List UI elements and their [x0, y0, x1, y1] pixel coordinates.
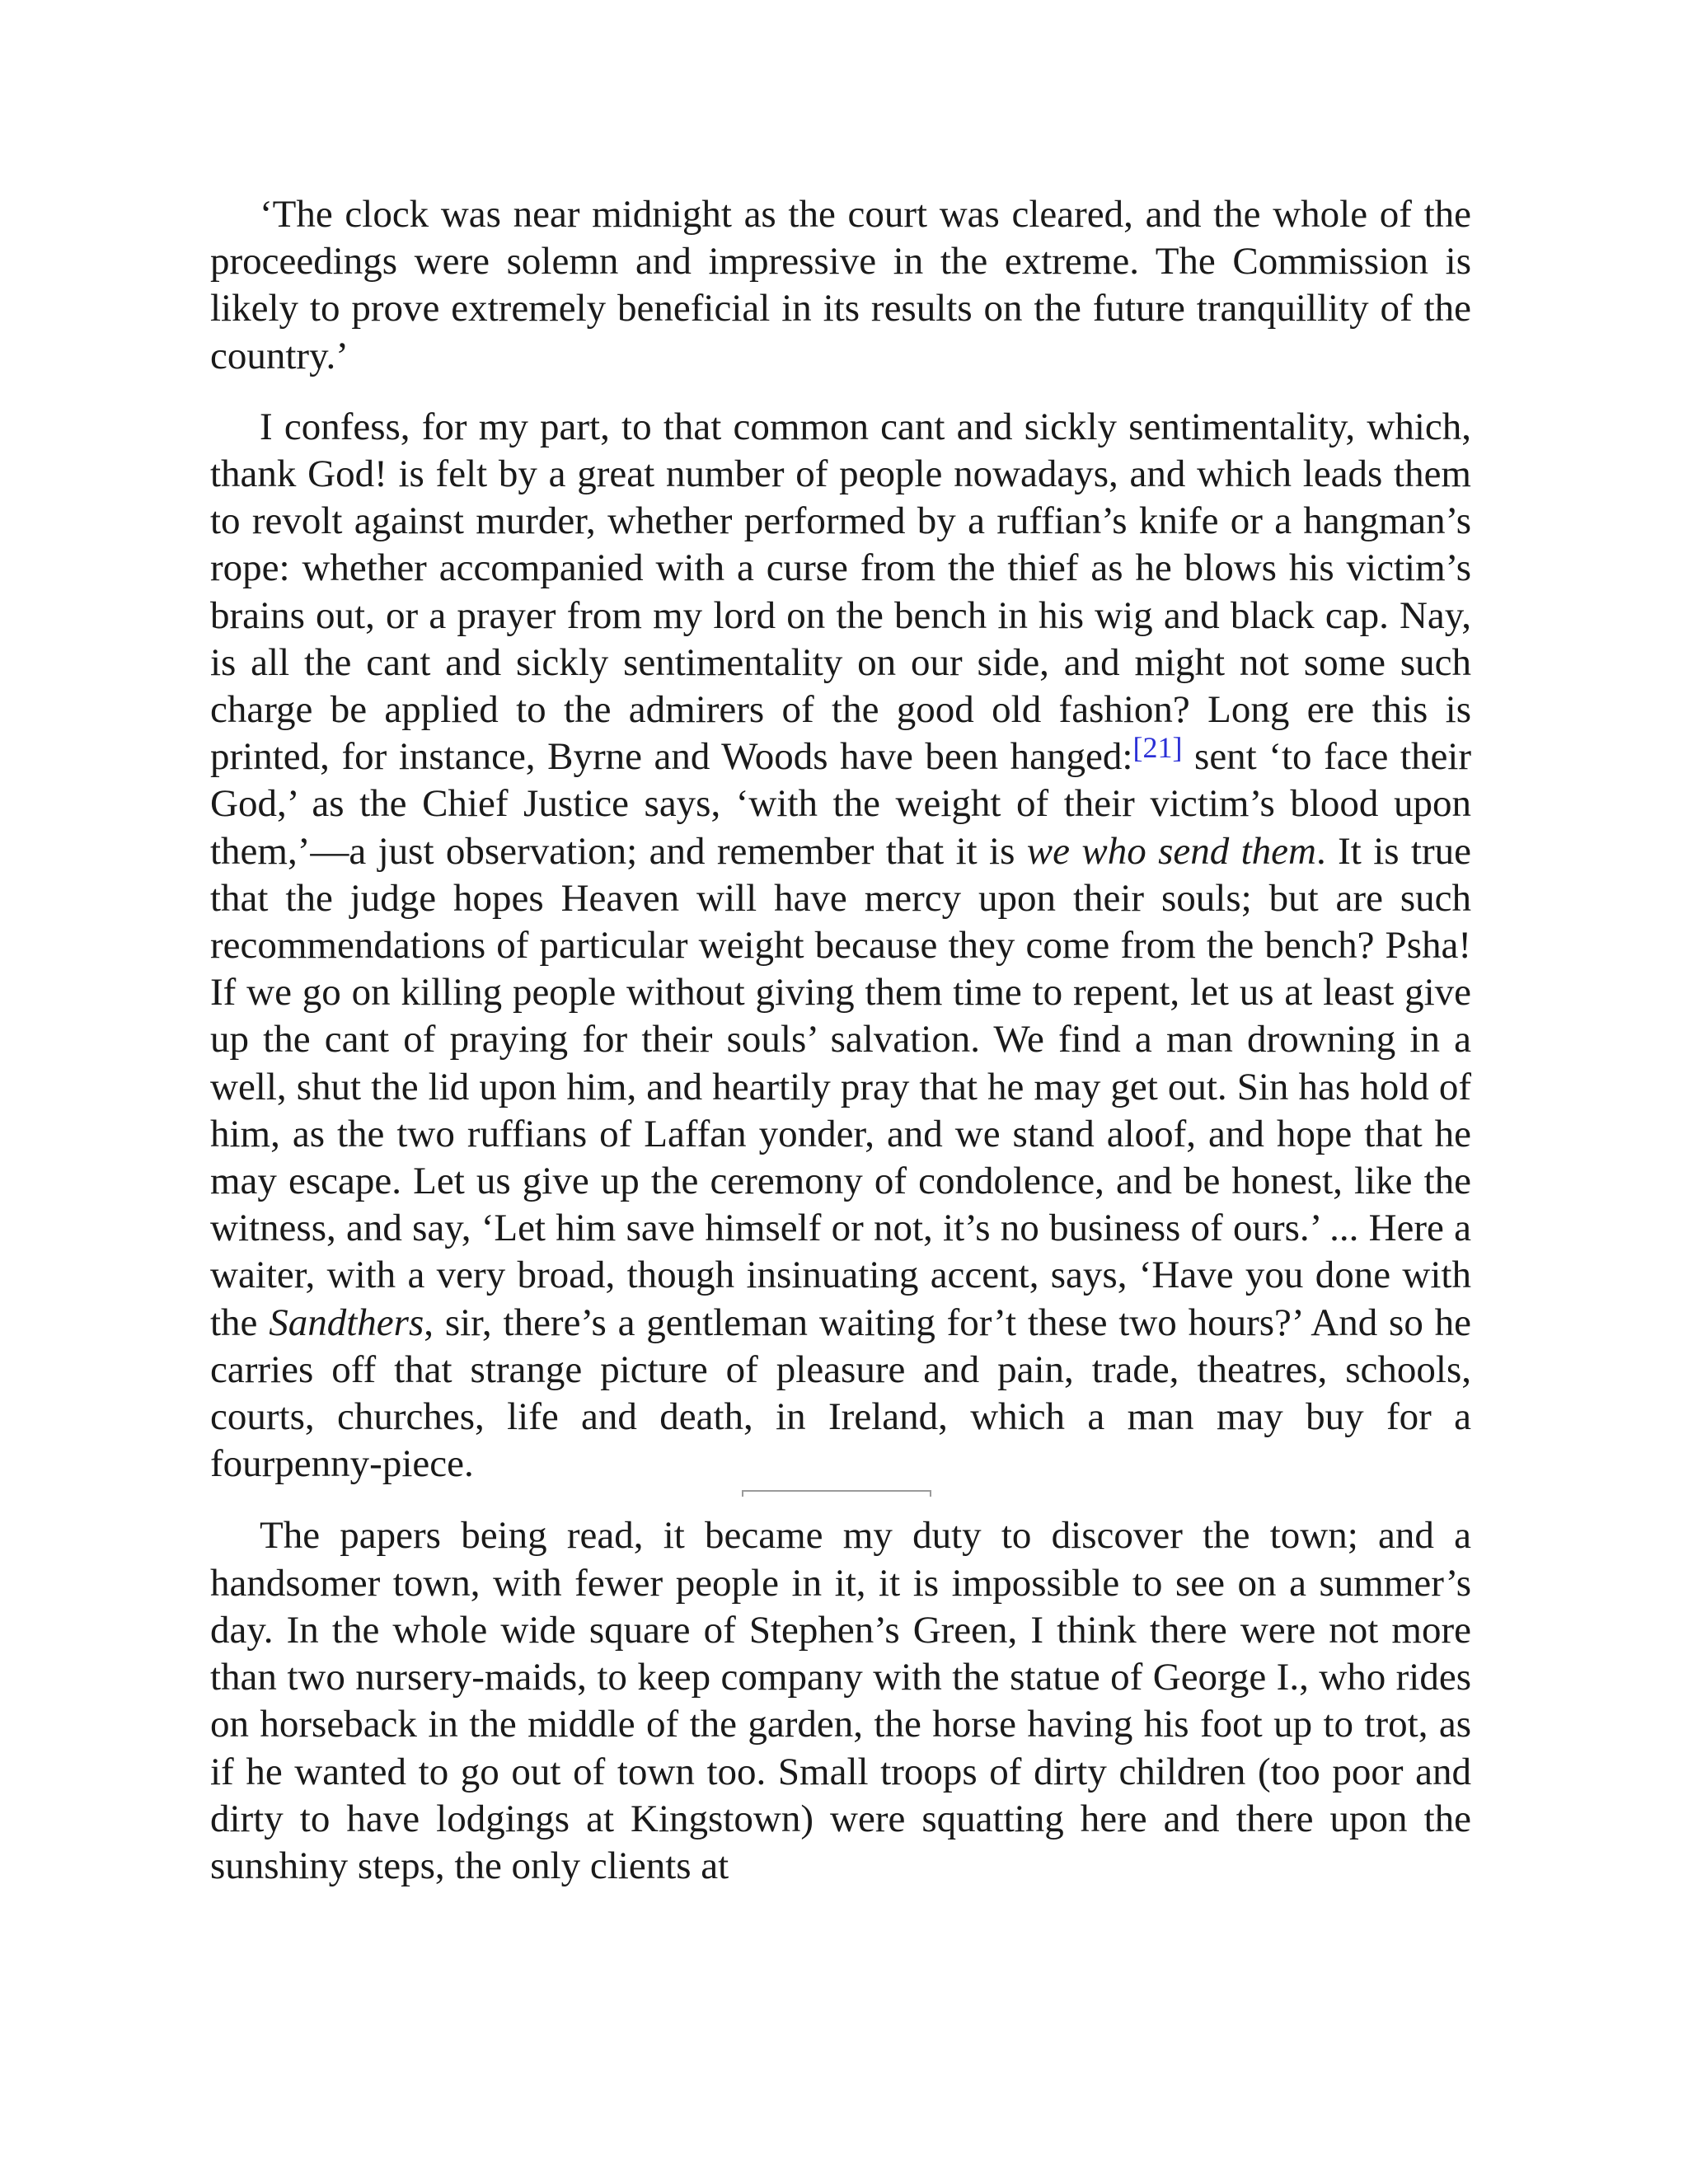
- emphasis-newspaper-name: Sandthers: [269, 1301, 424, 1344]
- paragraph-sentimentality: [210, 404, 1471, 1488]
- page-break-rule: [742, 1490, 931, 1492]
- paragraph-text-segment: sent ‘to face their God,’ as the Chief Justice says, ‘with the weight of their victim’s blood upon them,’—a just observation; and remember that it is: [210, 735, 1472, 873]
- page-body: [210, 191, 1471, 1890]
- footnote-reference-link[interactable]: [21]: [1132, 731, 1183, 765]
- paragraph-court-cleared: ‘The clock was near midnight as the court was cleared, and the whole of the proceedings were solemn and impressive in the extreme. The Commission is likely to prove extremely beneficial in its results on the future tranquillity of the country.’: [210, 193, 1471, 377]
- paragraph-discover-town: The papers being read, it became my duty to discover the town; and a handsomer town, with fewer people in it, it is impossible to see on a summer’s day. In the whole wide square of Stephen’s Green, I think there were not more than two nursery-maids, to keep company with the statue of George I., who rides on horseback in the middle of the garden, the horse having his foot up to trot, as if he wanted to go out of town too. Small troops of dirty children (too poor and dirty to have lodgings at Kingstown) were squatting here and there upon the sunshiny steps, the only clients at: [210, 1514, 1471, 1887]
- paragraph-text-segment: I confess, for my part, to that common cant and sickly sentimentality, which, thank God! is felt by a great number of people nowadays, and which leads them to revolt against murder, whether performed by a ruffian’s knife or a hangman’s rope: whether accompanied with a curse from the thief as he blows his victim’s brains out, or a prayer from my lord on the bench in his wig and black cap. Nay, is all the cant and sickly sentimentality on our side, and might not some such charge be applied to the admirers of the good old fashion? Long ere this is printed, for instance, Byrne and Woods have been hanged:: [210, 405, 1471, 779]
- paragraph-text-segment: , sir, there’s a gentleman waiting for’t these two hours?’ And so he carries off that strange picture of pleasure and pain, trade, theatres, schools, courts, churches, life and death, in Ireland, which a man may buy for a fourpenny-piece.: [210, 1301, 1472, 1486]
- emphasis-text: we who send them: [1026, 829, 1316, 873]
- paragraph-text-segment: . It is true that the judge hopes Heaven will have mercy upon their souls; but are such recommendations of particular weight because they come from the bench? Psha! If we go on killing people without giving them time to repent, let us at least give up the cant of praying for their souls’ salvation. We find a man drowning in a well, shut the lid upon him, and heartily pray that he may get out. Sin has hold of him, as the two ruffians of Laffan yonder, and we stand aloof, and hope that he may escape. Let us give up the ceremony of condolence, and be honest, like the witness, and say, ‘Let him save himself or not, it’s no business of ours.’ ... Here a waiter, with a very broad, though insinuating accent, says, ‘Have you done with the: [210, 829, 1471, 1344]
- page-break-marker: [210, 1488, 1471, 1501]
